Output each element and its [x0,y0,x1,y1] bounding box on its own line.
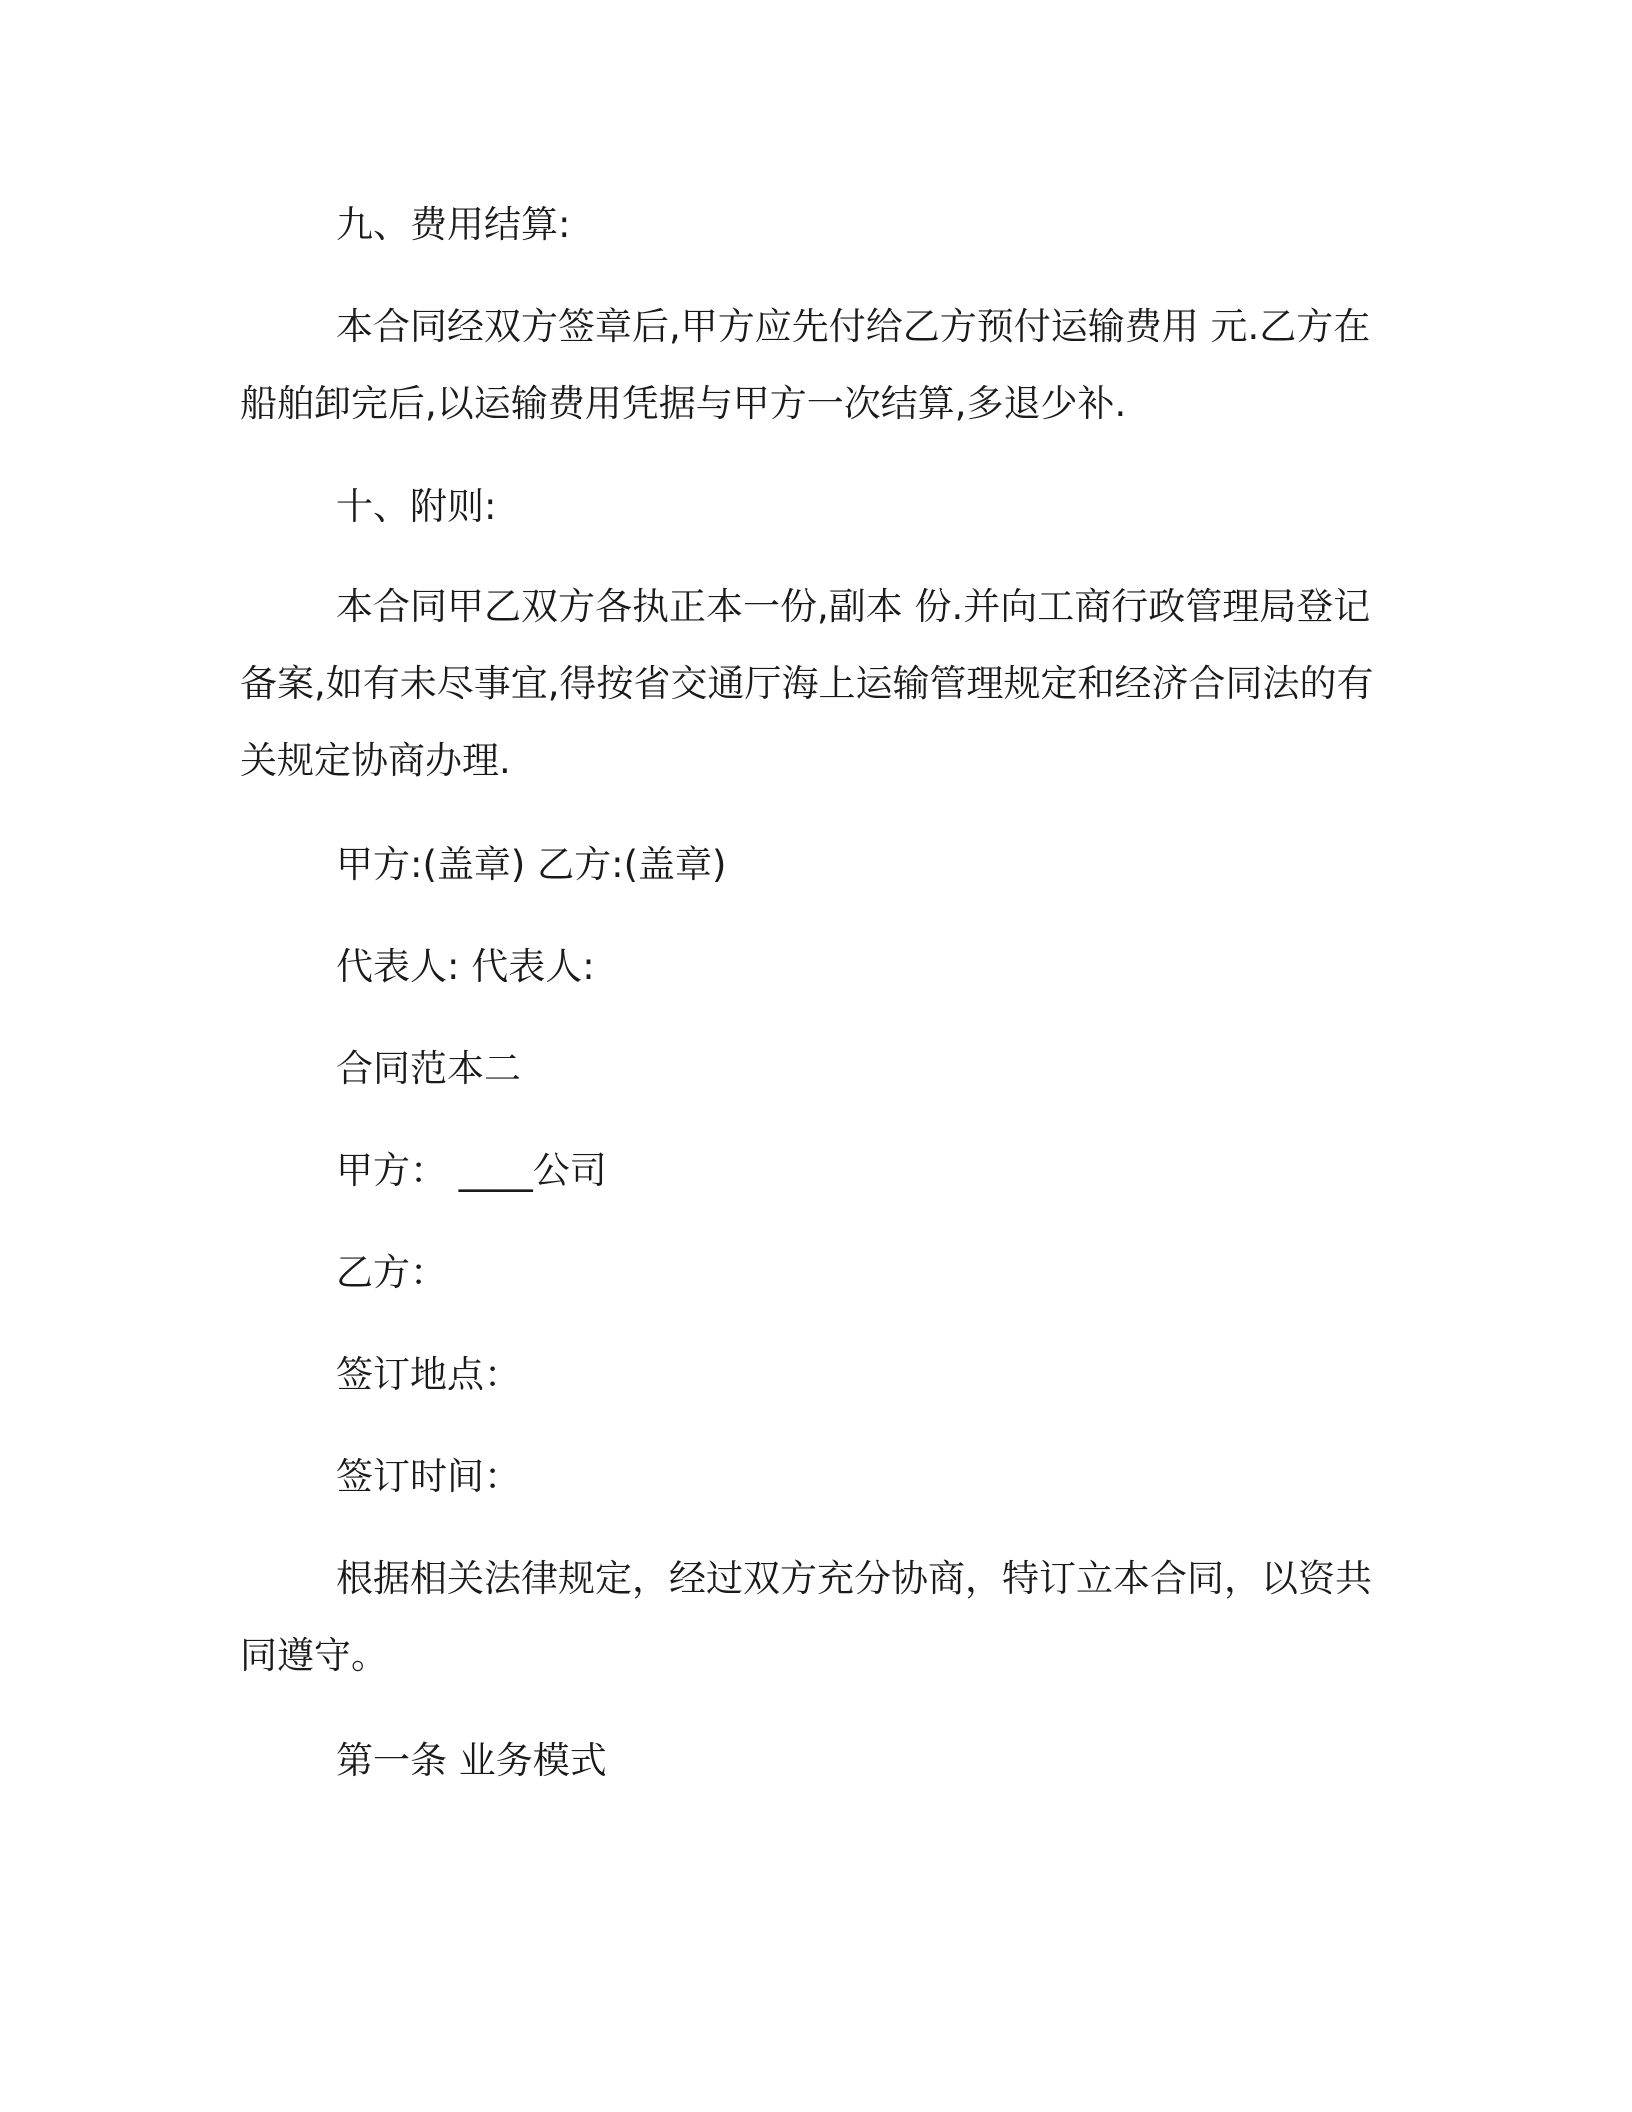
paragraph-line: 本合同经双方签章后,甲方应先付给乙方预付运输费用 元.乙方在 [336,305,1371,348]
party-b-text: 乙方： [336,1251,447,1294]
paragraph-appendix [240,568,1376,799]
party-a-text: 甲方： ____公司 [336,1149,607,1192]
paragraph-line: 根据相关法律规定，经过双方充分协商，特订立本合同，以资共 [336,1557,1372,1600]
sign-place-line [240,1336,1376,1413]
sign-place-text: 签订地点： [336,1353,521,1396]
party-a-line [240,1132,1376,1209]
sign-time-line [240,1438,1376,1515]
article-one-heading [240,1722,1376,1799]
template-two-title [240,1030,1376,1107]
article-text: 第一条 业务模式 [336,1739,607,1782]
seal-line [240,826,1376,903]
title-text: 合同范本二 [336,1047,521,1090]
heading-text: 九、费用结算: [336,203,571,246]
sign-time-text: 签订时间： [336,1455,521,1498]
representative-line [240,928,1376,1005]
heading-text: 十、附则: [336,485,497,528]
seal-text: 甲方:(盖章) 乙方:(盖章) [336,843,727,886]
paragraph-line: 船舶卸完后,以运输费用凭据与甲方一次结算,多退少补. [240,382,1127,425]
party-b-line [240,1234,1376,1311]
paragraph-line: 备案,如有未尽事宜,得按省交通厅海上运输管理规定和经济合同法的有 [240,662,1374,705]
representative-text: 代表人: 代表人: [336,945,595,988]
section-heading-ten [240,468,1376,545]
paragraph-line: 同遵守。 [240,1634,388,1677]
paragraph-line: 关规定协商办理. [240,739,511,782]
paragraph-settlement [240,288,1376,442]
paragraph-preamble [240,1540,1376,1694]
section-heading-nine [240,186,1376,263]
paragraph-line: 本合同甲乙双方各执正本一份,副本 份.并向工商行政管理局登记 [336,585,1371,628]
